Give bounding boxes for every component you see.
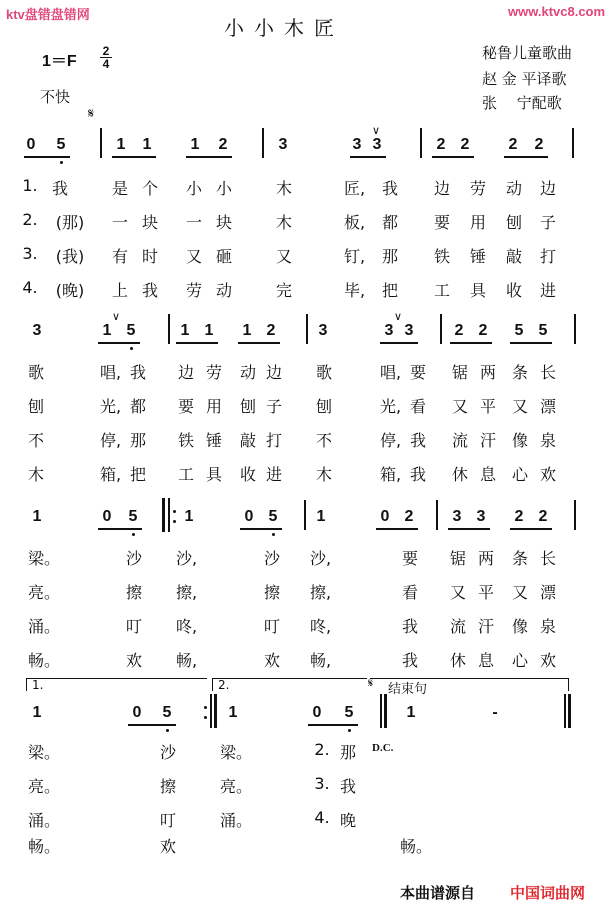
lyric: 2. [314, 740, 330, 759]
lyric: 光, [380, 397, 402, 416]
lyric: 边 [177, 363, 194, 382]
barline-thick [384, 694, 387, 728]
segno-sign: 𝄋 [368, 676, 374, 690]
note: 1 [32, 704, 42, 721]
lyric: 泉 [539, 617, 556, 636]
lyric: 沙 [263, 549, 280, 568]
credit-translator: 赵 金 平译歌 [482, 70, 567, 88]
lyric: 涌。 [28, 617, 61, 636]
lyric: 进 [265, 465, 282, 484]
lyric: 钉, [344, 247, 366, 266]
lyric: 毕, [344, 281, 366, 300]
lyric: 进 [539, 281, 556, 300]
lower-octave-dot [132, 533, 135, 536]
note: 5 [268, 508, 278, 525]
lyric: 休 [451, 465, 468, 484]
note: 0 [26, 136, 36, 153]
lyric: 具 [469, 281, 486, 300]
lyric: 都 [129, 397, 146, 416]
lyric: 畅, [176, 651, 198, 670]
repeat-start-thin-bar [168, 498, 170, 532]
beam [98, 528, 142, 530]
note: 2 [266, 322, 276, 339]
barline [574, 314, 576, 344]
lyric: 刨 [27, 397, 44, 416]
lyric: (那) [55, 213, 85, 232]
note: 2 [218, 136, 228, 153]
lyric: 畅。 [400, 837, 433, 856]
note: 5 [126, 322, 136, 339]
barline [436, 500, 438, 530]
key-signature: 1＝F [42, 53, 77, 70]
lyric: 3. [314, 774, 330, 793]
lyric: 块 [215, 213, 232, 232]
lyric: 边 [433, 179, 450, 198]
lyric: 畅。 [28, 651, 61, 670]
lyric: 心 [511, 465, 528, 484]
lyric: 用 [205, 397, 222, 416]
beam [308, 724, 358, 726]
segno-sign: 𝄋 [88, 106, 95, 122]
lyric: 两 [477, 549, 494, 568]
lyric: 打 [539, 247, 556, 266]
lyric: 是 [111, 179, 128, 198]
lyric: 板, [344, 213, 366, 232]
lyric: 木 [275, 213, 292, 232]
lyric: 亮。 [28, 777, 61, 796]
lyric: 沙, [176, 549, 198, 568]
lyric: 又 [449, 583, 466, 602]
note: 3 [278, 136, 288, 153]
lyric: (晚) [55, 281, 85, 300]
lyric: 停, [100, 431, 122, 450]
lyric: 平 [477, 583, 494, 602]
lyric: 敲 [239, 431, 256, 450]
note: 3 [384, 322, 394, 339]
beam [510, 528, 552, 530]
lyric: 打 [265, 431, 282, 450]
lyric: 休 [449, 651, 466, 670]
note: 1 [316, 508, 326, 525]
lyric: 完 [275, 281, 292, 300]
lyric: 光, [100, 397, 122, 416]
lyric: 工 [177, 465, 194, 484]
lyric: 停, [380, 431, 402, 450]
lyric: 要 [433, 213, 450, 232]
lower-octave-dot [348, 729, 351, 732]
beam [380, 342, 418, 344]
barline [574, 500, 576, 530]
lyric: 梁。 [220, 743, 253, 762]
repeat-dot [204, 706, 207, 709]
lyric: 箱, [100, 465, 122, 484]
lyric: 长 [539, 363, 556, 382]
volta-1-label: 1. [32, 678, 44, 692]
beam [432, 156, 474, 158]
lyric: 息 [479, 465, 496, 484]
song-title: 小小木匠 [224, 16, 344, 40]
footer-site-name[interactable]: 中国词曲网 [510, 884, 586, 902]
breath-mark: ∨ [372, 125, 381, 137]
note: - [492, 704, 498, 721]
lyric: 一 [111, 213, 128, 232]
lyric: 敲 [505, 247, 522, 266]
lyric: 咚, [310, 617, 332, 636]
lyric: 铁 [433, 247, 450, 266]
lyric: 又 [511, 583, 528, 602]
note: 0 [380, 508, 390, 525]
lyric: 我 [401, 651, 418, 670]
beam [24, 156, 70, 158]
note: 5 [344, 704, 354, 721]
lyric: 不 [315, 431, 332, 450]
note: 0 [244, 508, 254, 525]
barline [168, 314, 170, 344]
lyric: 咚, [176, 617, 198, 636]
lyric: 我 [401, 617, 418, 636]
lyric: 小 [215, 179, 232, 198]
lyric: 劳 [205, 363, 222, 382]
lyric: 像 [511, 617, 528, 636]
lyric: 长 [539, 549, 556, 568]
lyric: 把 [381, 281, 398, 300]
lower-octave-dot [60, 161, 63, 164]
lyric: 唱, [380, 363, 402, 382]
note: 5 [162, 704, 172, 721]
lyric: (我) [55, 247, 85, 266]
note: 3 [452, 508, 462, 525]
final-barline-thin [564, 694, 566, 728]
beam [98, 342, 140, 344]
barline [440, 314, 442, 344]
note: 0 [102, 508, 112, 525]
note: 0 [132, 704, 142, 721]
volta-1-bracket [26, 678, 207, 691]
lyric: 收 [505, 281, 522, 300]
beam [176, 342, 218, 344]
note: 3 [352, 136, 362, 153]
lyric: 像 [511, 431, 528, 450]
note: 1 [204, 322, 214, 339]
lyric: 有 [111, 247, 128, 266]
ending-label: 结束句 [388, 682, 428, 697]
lyric: 收 [239, 465, 256, 484]
lyric: 汗 [477, 617, 494, 636]
barline [572, 128, 574, 158]
lyric: 4. [22, 278, 38, 297]
volta-2-bracket [212, 678, 367, 691]
note: 5 [56, 136, 66, 153]
lyric: 亮。 [28, 583, 61, 602]
lyric: 畅, [310, 651, 332, 670]
note: 2 [538, 508, 548, 525]
lyric: 要 [401, 549, 418, 568]
note: 1 [184, 508, 194, 525]
lyric: 个 [141, 179, 158, 198]
note: 3 [32, 322, 42, 339]
barline [304, 500, 306, 530]
beam [350, 156, 386, 158]
lyric: 那 [381, 247, 398, 266]
lyric: 木 [27, 465, 44, 484]
lyric: 上 [111, 281, 128, 300]
lyric: 两 [479, 363, 496, 382]
lyric: 要 [409, 363, 426, 382]
lyric: 用 [469, 213, 486, 232]
lyric: 我 [339, 777, 356, 796]
lyric: 砸 [215, 247, 232, 266]
lyric: 歌 [27, 363, 44, 382]
lyric: 木 [315, 465, 332, 484]
lyric: 那 [129, 431, 146, 450]
note: 1 [242, 322, 252, 339]
lyric: 边 [265, 363, 282, 382]
barline [306, 314, 308, 344]
beam [510, 342, 552, 344]
lyric: 锤 [205, 431, 222, 450]
note: 1 [406, 704, 416, 721]
lyric: 4. [314, 808, 330, 827]
repeat-end-thin-bar [210, 694, 212, 728]
lyric: 息 [477, 651, 494, 670]
lyric: 我 [409, 431, 426, 450]
lyric: 叮 [263, 617, 280, 636]
lyric: 叮 [125, 617, 142, 636]
lyric: 欢 [539, 465, 556, 484]
barline [420, 128, 422, 158]
lyric: 漂 [539, 583, 556, 602]
beam [128, 724, 176, 726]
lyric: 唱, [100, 363, 122, 382]
lyric: 擦 [263, 583, 280, 602]
dc-marking: D.C. [372, 742, 394, 754]
note: 1 [180, 322, 190, 339]
lyric: 条 [511, 363, 528, 382]
lyric: 擦, [310, 583, 332, 602]
lyric: 涌。 [28, 811, 61, 830]
lyric: 擦 [125, 583, 142, 602]
lyric: 要 [177, 397, 194, 416]
lyric: 我 [51, 179, 68, 198]
lyric: 沙 [159, 743, 176, 762]
lyric: 我 [409, 465, 426, 484]
lyric: 动 [239, 363, 256, 382]
lyric: 欢 [159, 837, 176, 856]
lyric: 块 [141, 213, 158, 232]
note: 0 [312, 704, 322, 721]
lyric: 又 [275, 247, 292, 266]
lyric: 流 [451, 431, 468, 450]
lyric: 刨 [505, 213, 522, 232]
note: 5 [538, 322, 548, 339]
lyric: 劳 [185, 281, 202, 300]
repeat-dot [173, 520, 176, 523]
breath-mark: ∨ [112, 311, 121, 323]
lyric: 边 [539, 179, 556, 198]
lyric: 一 [185, 213, 202, 232]
lyric: 叮 [159, 811, 176, 830]
lyric: 看 [401, 583, 418, 602]
lyric: 沙 [125, 549, 142, 568]
lyric: 欢 [263, 651, 280, 670]
barline-thin [380, 694, 382, 728]
lower-octave-dot [272, 533, 275, 536]
note: 1 [116, 136, 126, 153]
beam [186, 156, 232, 158]
repeat-dot [204, 716, 207, 719]
breath-mark: ∨ [394, 311, 403, 323]
lyric: 又 [185, 247, 202, 266]
beam [450, 342, 492, 344]
lyric: 时 [141, 247, 158, 266]
lyric: 动 [505, 179, 522, 198]
lyric: 刨 [239, 397, 256, 416]
note: 3 [404, 322, 414, 339]
lyric: 条 [511, 549, 528, 568]
repeat-start-thick-bar [162, 498, 165, 532]
lower-octave-dot [166, 729, 169, 732]
lyric: 汗 [479, 431, 496, 450]
lyric: 工 [433, 281, 450, 300]
note: 3 [318, 322, 328, 339]
lyric: 亮。 [220, 777, 253, 796]
note: 2 [454, 322, 464, 339]
lyric: 泉 [539, 431, 556, 450]
lyric: 箱, [380, 465, 402, 484]
note: 2 [478, 322, 488, 339]
lyric: 2. [22, 210, 38, 229]
note: 1 [32, 508, 42, 525]
lyric: 小 [185, 179, 202, 198]
credit-composer: 秘鲁儿童歌曲 [482, 44, 573, 62]
lyric: 我 [129, 363, 146, 382]
lyric: 畅。 [28, 837, 61, 856]
tempo-marking: 不快 [40, 88, 71, 106]
lyric: 又 [511, 397, 528, 416]
beam [240, 528, 282, 530]
note: 1 [102, 322, 112, 339]
note: 5 [514, 322, 524, 339]
note: 1 [142, 136, 152, 153]
lyric: 擦 [159, 777, 176, 796]
lyric: 梁。 [28, 549, 61, 568]
lyric: 擦, [176, 583, 198, 602]
lyric: 看 [409, 397, 426, 416]
note: 1 [228, 704, 238, 721]
barline [262, 128, 264, 158]
lyric: 我 [381, 179, 398, 198]
lyric: 那 [339, 743, 356, 762]
credit-lyricist: 张 宁配歌 [482, 94, 562, 112]
lyric: 动 [215, 281, 232, 300]
lyric: 子 [539, 213, 556, 232]
lyric: 匠, [344, 179, 366, 198]
lyric: 铁 [177, 431, 194, 450]
lyric: 欢 [539, 651, 556, 670]
note: 2 [404, 508, 414, 525]
lyric: 劳 [469, 179, 486, 198]
lower-octave-dot [130, 347, 133, 350]
note: 5 [128, 508, 138, 525]
lyric: 流 [449, 617, 466, 636]
repeat-dot [173, 510, 176, 513]
footer-source-label: 本曲谱源自 [400, 884, 476, 902]
lyric: 锯 [449, 549, 466, 568]
lyric: 平 [479, 397, 496, 416]
note: 3 [372, 136, 382, 153]
repeat-end-thick-bar [214, 694, 217, 728]
volta-2-label: 2. [218, 678, 230, 692]
lyric: 都 [381, 213, 398, 232]
lyric: 歌 [315, 363, 332, 382]
beam [112, 156, 156, 158]
lyric: 沙, [310, 549, 332, 568]
note: 2 [514, 508, 524, 525]
lyric: 涌。 [220, 811, 253, 830]
note: 3 [476, 508, 486, 525]
lyric: 锤 [469, 247, 486, 266]
lyric: 欢 [125, 651, 142, 670]
lyric: 又 [451, 397, 468, 416]
note: 1 [190, 136, 200, 153]
beam [238, 342, 280, 344]
lyric: 1. [22, 176, 38, 195]
barline [100, 128, 102, 158]
final-barline-thick [568, 694, 571, 728]
lyric: 具 [205, 465, 222, 484]
lyric: 心 [511, 651, 528, 670]
beam [376, 528, 418, 530]
note: 2 [436, 136, 446, 153]
watermark-right: www.ktvc8.com [508, 4, 606, 19]
lyric: 晚 [339, 811, 356, 830]
beam [504, 156, 548, 158]
lyric: 锯 [451, 363, 468, 382]
time-signature: 2 4 [100, 46, 112, 69]
lyric: 我 [141, 281, 158, 300]
note: 2 [534, 136, 544, 153]
watermark-left: ktv盘错盘错网 [6, 7, 90, 22]
lyric: 木 [275, 179, 292, 198]
beam [448, 528, 490, 530]
lyric: 把 [129, 465, 146, 484]
lyric: 漂 [539, 397, 556, 416]
lyric: 梁。 [28, 743, 61, 762]
lyric: 3. [22, 244, 38, 263]
lyric: 不 [27, 431, 44, 450]
lyric: 子 [265, 397, 282, 416]
note: 2 [508, 136, 518, 153]
lyric: 刨 [315, 397, 332, 416]
note: 2 [460, 136, 470, 153]
